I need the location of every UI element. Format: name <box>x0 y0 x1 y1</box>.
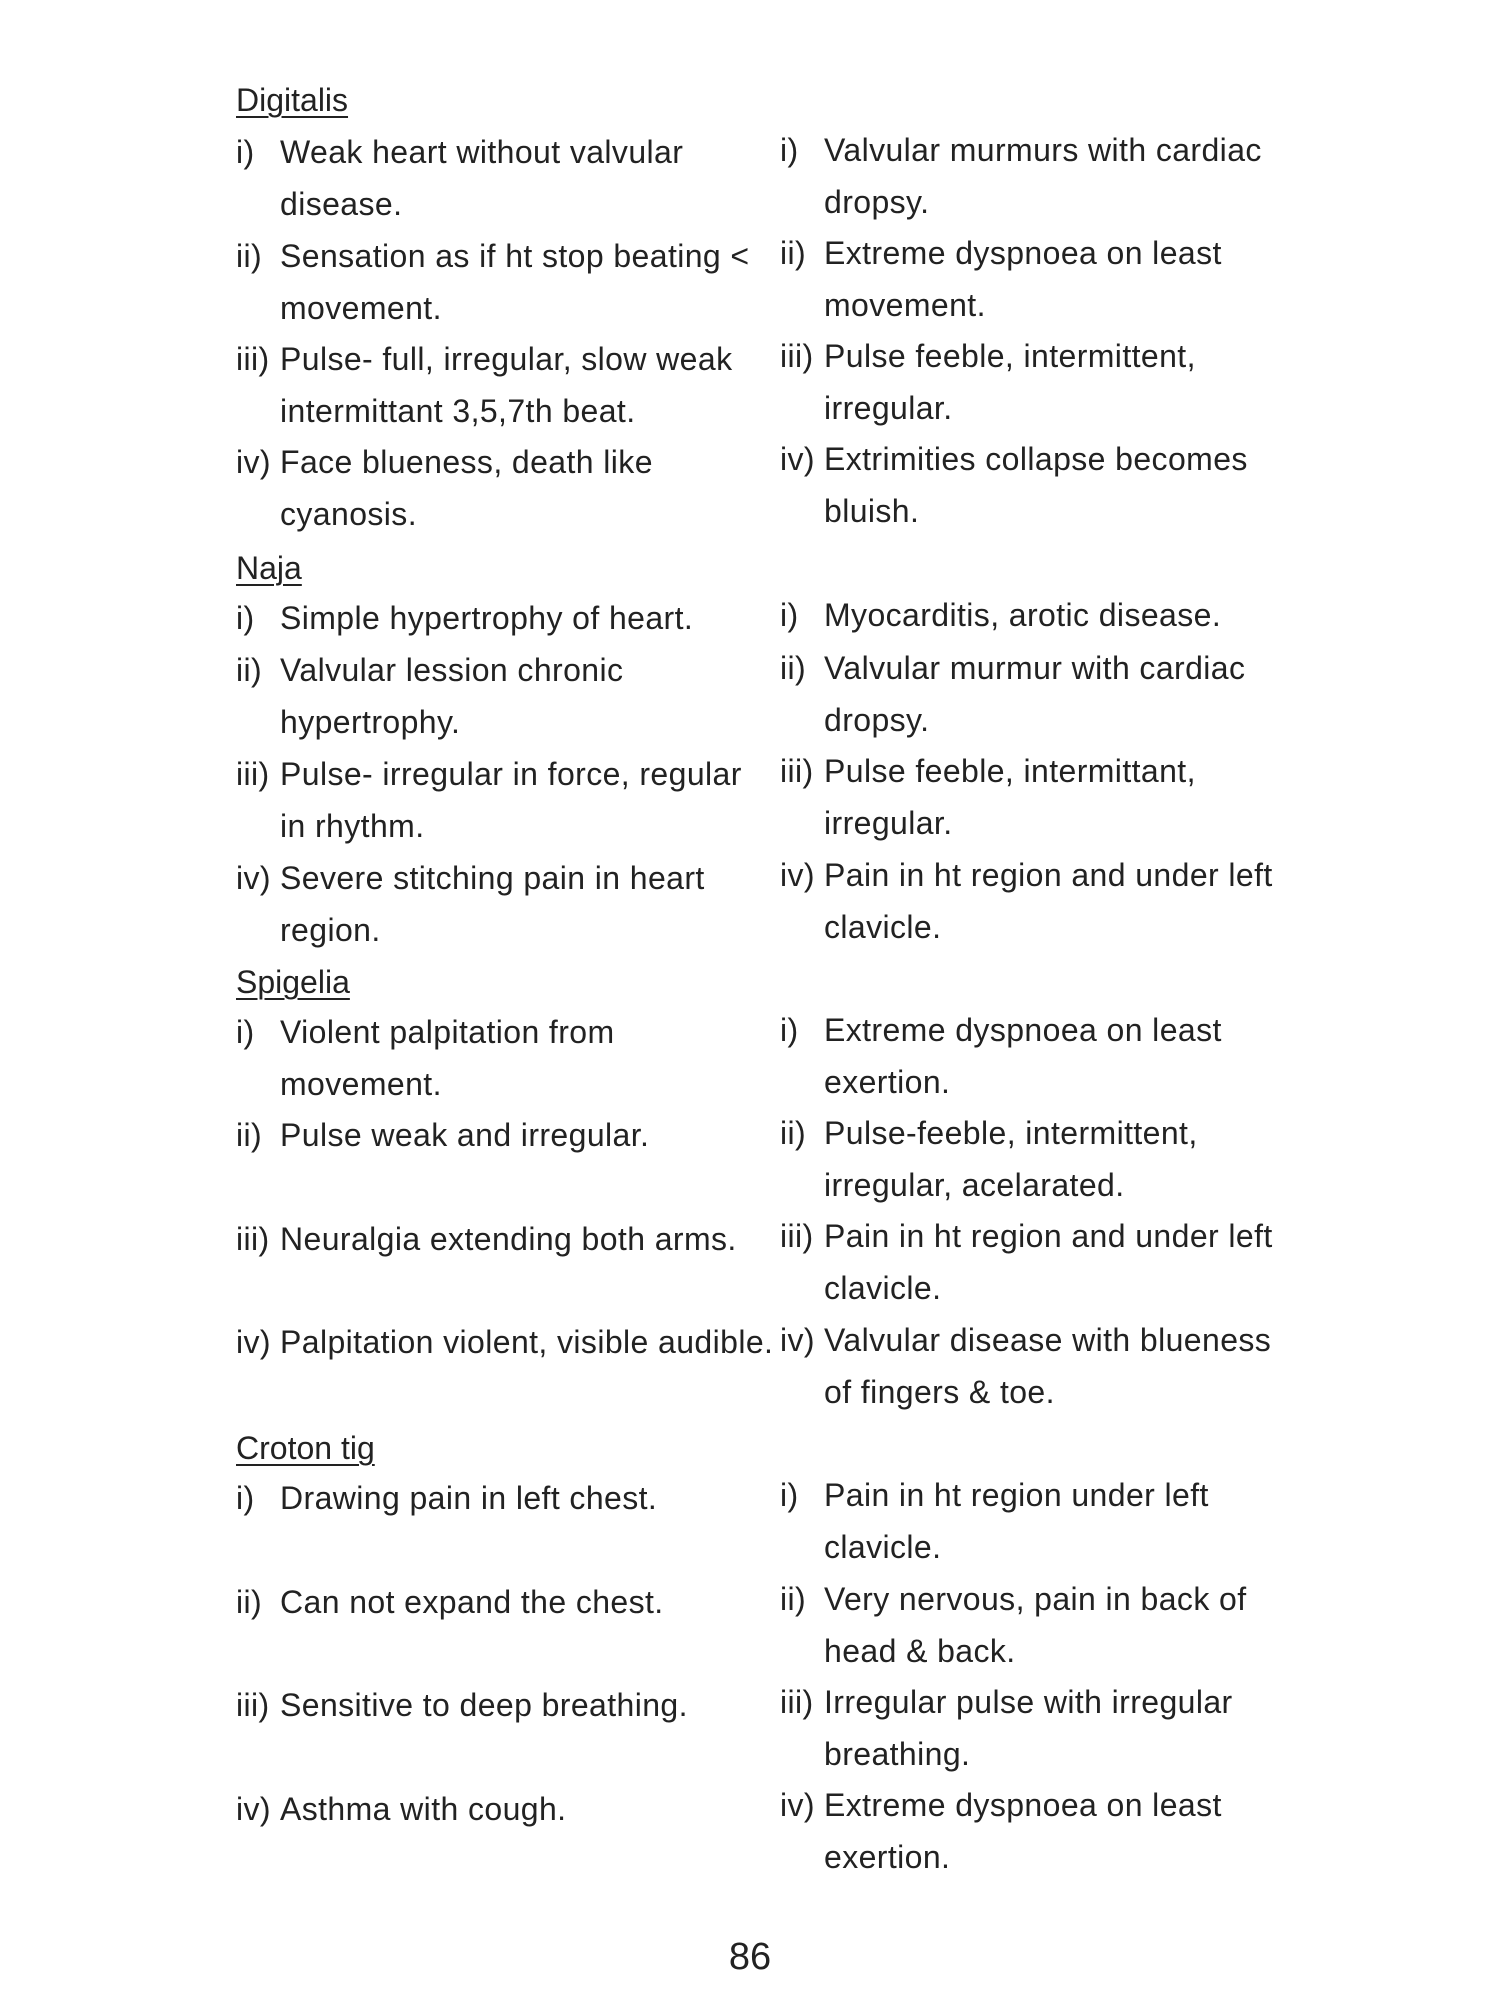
item-text: Valvular murmurs with cardiac dropsy. <box>824 132 1262 220</box>
section-title-croton-tig: Croton tig <box>236 1430 375 1466</box>
item-text: Simple hypertrophy of heart. <box>280 600 694 636</box>
list-item <box>236 1109 776 1161</box>
list-item <box>236 592 776 644</box>
list-item <box>236 644 776 748</box>
item-number: ii) <box>780 650 807 686</box>
item-number: iii) <box>780 1684 814 1720</box>
list-item <box>236 1472 776 1524</box>
item-text: Myocarditis, arotic disease. <box>824 597 1222 633</box>
item-number: iv) <box>236 1791 271 1827</box>
list-item <box>780 1676 1300 1780</box>
item-number: i) <box>236 600 255 636</box>
list-item <box>780 1779 1300 1883</box>
item-number: iii) <box>236 341 270 377</box>
item-number: ii) <box>780 1115 807 1151</box>
list-item <box>236 1679 776 1731</box>
section-title-digitalis: Digitalis <box>236 82 349 118</box>
item-number: iii) <box>780 1218 814 1254</box>
item-number: iv) <box>236 444 271 480</box>
item-number: i) <box>236 134 255 170</box>
item-number: i) <box>236 1014 255 1050</box>
item-number: ii) <box>236 652 263 688</box>
item-number: iv) <box>780 1322 815 1358</box>
item-text: Valvular disease with blueness of fingers & toe. <box>824 1322 1272 1410</box>
item-text: Valvular murmur with cardiac dropsy. <box>824 650 1246 738</box>
item-number: iii) <box>780 753 814 789</box>
list-item <box>236 230 776 334</box>
item-text: Pulse-feeble, intermittent, irregular, acelarated. <box>824 1115 1198 1203</box>
item-text: Severe stitching pain in heart region. <box>280 860 705 948</box>
item-number: iv) <box>236 1324 271 1360</box>
item-number: ii) <box>236 1584 263 1620</box>
list-item <box>236 1006 776 1110</box>
item-text: Irregular pulse with irregular breathing. <box>824 1684 1233 1772</box>
item-number: iv) <box>236 860 271 896</box>
item-text: Pulse feeble, intermittent, irregular. <box>824 338 1196 426</box>
list-item <box>780 227 1300 331</box>
item-text: Sensation as if ht stop beating < movement. <box>280 238 750 326</box>
item-text: Extreme dyspnoea on least exertion. <box>824 1787 1222 1875</box>
item-number: iv) <box>780 441 815 477</box>
list-item <box>780 1210 1300 1314</box>
list-item <box>780 124 1300 228</box>
item-number: i) <box>236 1480 255 1516</box>
item-number: iii) <box>780 338 814 374</box>
list-item <box>236 1576 776 1628</box>
item-number: i) <box>780 132 799 168</box>
item-text: Sensitive to deep breathing. <box>280 1687 688 1723</box>
list-item <box>236 1213 776 1265</box>
list-item <box>236 1783 776 1835</box>
item-text: Extreme dyspnoea on least exertion. <box>824 1012 1222 1100</box>
list-item <box>780 1469 1300 1573</box>
item-text: Can not expand the chest. <box>280 1584 664 1620</box>
item-number: iii) <box>236 1221 270 1257</box>
item-text: Weak heart without valvular disease. <box>280 134 684 222</box>
list-item <box>780 1573 1300 1677</box>
item-number: i) <box>780 1477 799 1513</box>
list-item <box>236 333 776 437</box>
item-text: Extrimities collapse becomes bluish. <box>824 441 1248 529</box>
list-item <box>780 433 1300 537</box>
list-item <box>780 1314 1300 1418</box>
item-number: ii) <box>236 238 263 274</box>
list-item <box>780 330 1300 434</box>
section-title-naja: Naja <box>236 550 302 586</box>
section-title-spigelia: Spigelia <box>236 964 350 1000</box>
item-number: i) <box>780 1012 799 1048</box>
item-number: iv) <box>780 857 815 893</box>
item-text: Face blueness, death like cyanosis. <box>280 444 653 532</box>
item-text: Neuralgia extending both arms. <box>280 1221 737 1257</box>
list-item <box>780 849 1300 953</box>
list-item <box>236 436 776 540</box>
list-item <box>780 1004 1300 1108</box>
item-text: Pain in ht region and under left clavicle. <box>824 1218 1273 1306</box>
item-number: ii) <box>780 235 807 271</box>
list-item <box>236 126 776 230</box>
item-text: Pulse weak and irregular. <box>280 1117 650 1153</box>
item-number: iii) <box>236 1687 270 1723</box>
item-number: iii) <box>236 756 270 792</box>
item-text: Asthma with cough. <box>280 1791 567 1827</box>
list-item <box>236 852 776 956</box>
item-number: i) <box>780 597 799 633</box>
item-text: Pain in ht region under left clavicle. <box>824 1477 1209 1565</box>
list-item <box>236 1316 776 1368</box>
item-text: Extreme dyspnoea on least movement. <box>824 235 1222 323</box>
item-text: Palpitation violent, visible audible. <box>280 1324 774 1360</box>
item-text: Pain in ht region and under left clavicle. <box>824 857 1273 945</box>
item-text: Violent palpitation from movement. <box>280 1014 615 1102</box>
page-number: 86 <box>728 1936 772 1978</box>
list-item <box>780 1107 1300 1211</box>
list-item <box>236 748 776 852</box>
item-text: Pulse- irregular in force, regular in rhythm. <box>280 756 742 844</box>
item-number: iv) <box>780 1787 815 1823</box>
item-number: ii) <box>780 1581 807 1617</box>
item-text: Pulse- full, irregular, slow weak intermittant 3,5,7th beat. <box>280 341 733 429</box>
list-item <box>780 642 1300 746</box>
item-number: ii) <box>236 1117 263 1153</box>
item-text: Valvular lession chronic hypertrophy. <box>280 652 624 740</box>
item-text: Pulse feeble, intermittant, irregular. <box>824 753 1196 841</box>
item-text: Drawing pain in left chest. <box>280 1480 658 1516</box>
list-item <box>780 745 1300 849</box>
list-item <box>780 589 1300 641</box>
item-text: Very nervous, pain in back of head & back. <box>824 1581 1247 1669</box>
